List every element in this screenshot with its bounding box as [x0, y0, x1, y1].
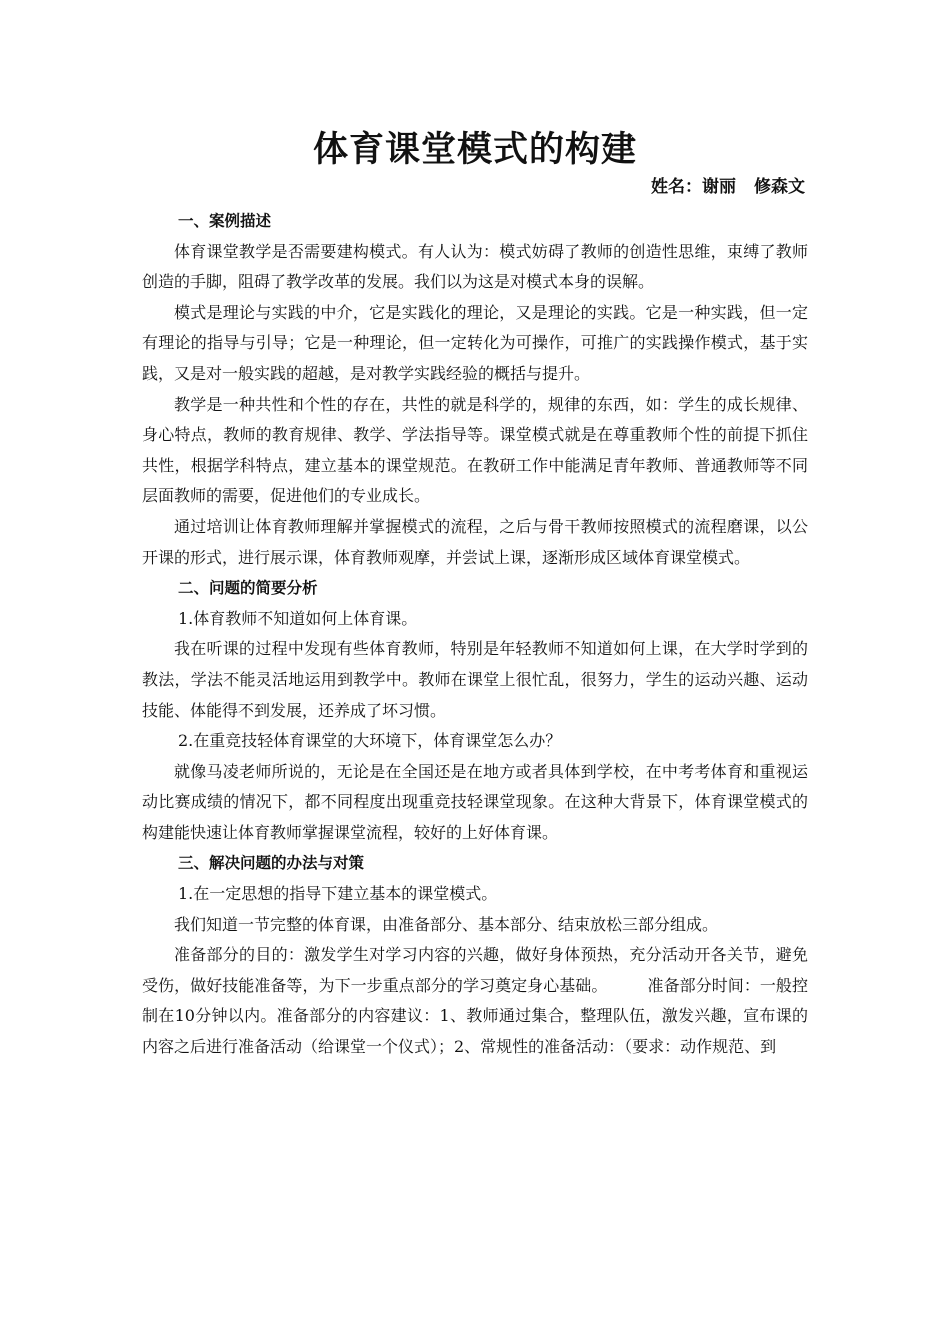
paragraph: 我在听课的过程中发现有些体育教师，特别是年轻教师不知道如何上课，在大学时学到的教法，学法不能灵活地运用到教学中。教师在课堂上很忙乱，很努力，学生的运动兴趣、运动技能、体能得不到发展，还养成了坏习惯。 — [142, 639, 808, 720]
list-item: 2.在重竞技轻体育课堂的大环境下，体育课堂怎么办？ — [178, 731, 562, 751]
paragraph: 准备部分的目的：激发学生对学习内容的兴趣，做好身体预热，充分活动开各关节，避免受伤，做好技能准备等，为下一步重点部分的学习奠定身心基础。 准备部分时间：一般控制在10分钟以内。准备部分的内容建议：1、教师通过集合，整理队伍，激发兴趣，宣布课的内容之后进行准备活动（给课堂一个仪式）；2、常规性的准备活动：（要求：动作规范、到 — [142, 945, 808, 1057]
document-title: 体育课堂模式的构建 — [312, 130, 637, 170]
document-body — [142, 206, 808, 1063]
list-item: 1.在一定思想的指导下建立基本的课堂模式。 — [178, 884, 498, 904]
paragraph: 通过培训让体育教师理解并掌握模式的流程，之后与骨干教师按照模式的流程磨课，以公开课的形式，进行展示课，体育教师观摩，并尝试上课，逐渐形成区域体育课堂模式。 — [142, 516, 808, 567]
section-heading: 一、案例描述 — [178, 212, 272, 230]
list-item: 1.体育教师不知道如何上体育课。 — [178, 608, 418, 628]
paragraph: 体育课堂教学是否需要建构模式。有人认为：模式妨碍了教师的创造性思维，束缚了教师创造的手脚，阻碍了教学改革的发展。我们以为这是对模式本身的误解。 — [142, 241, 808, 292]
author-line — [651, 174, 805, 200]
author-name-2: 修森文 — [754, 177, 805, 197]
author-name-1: 姓名：谢丽 — [651, 177, 736, 197]
paragraph: 就像马凌老师所说的，无论是在全国还是在地方或者具体到学校，在中考考体育和重视运动比赛成绩的情况下，都不同程度出现重竞技轻课堂现象。在这种大背景下，体育课堂模式的构建能快速让体育教师掌握课堂流程，较好的上好体育课。 — [142, 761, 808, 842]
section-heading: 三、解决问题的办法与对策 — [178, 854, 365, 873]
paragraph: 我们知道一节完整的体育课，由准备部分、基本部分、结束放松三部分组成。 — [174, 914, 719, 934]
paragraph: 教学是一种共性和个性的存在，共性的就是科学的，规律的东西，如：学生的成长规律、身心特点，教师的教育规律、教学、学法指导等。课堂模式就是在尊重教师个性的前提下抓住共性，根据学科特点，建立基本的课堂规范。在教研工作中能满足青年教师、普通教师等不同层面教师的需要，促进他们的专业成长。 — [142, 394, 808, 506]
paragraph: 模式是理论与实践的中介，它是实践化的理论，又是理论的实践。它是一种实践，但一定有理论的指导与引导；它是一种理论，但一定转化为可操作，可推广的实践操作模式，基于实践，又是对一般实践的超越，是对教学实践经验的概括与提升。 — [142, 302, 808, 383]
section-heading: 二、问题的简要分析 — [178, 579, 318, 598]
